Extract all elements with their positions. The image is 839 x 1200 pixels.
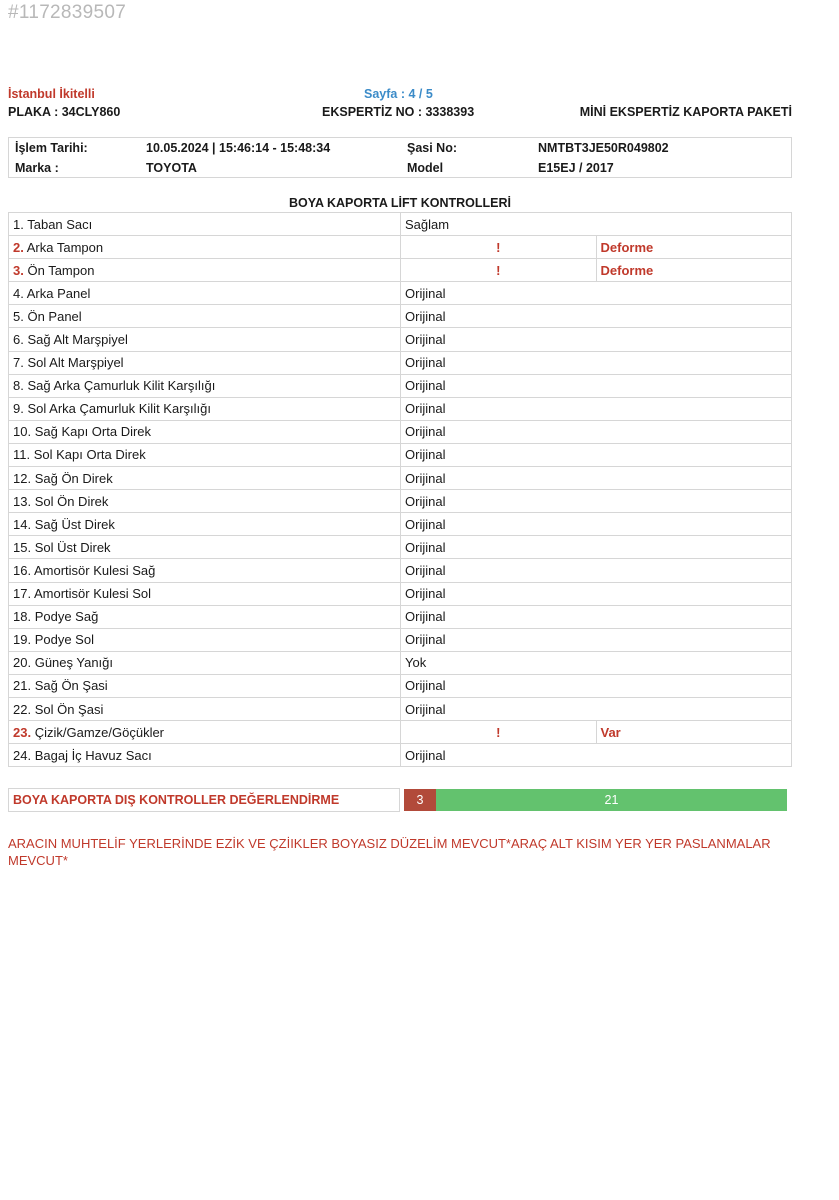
check-item <box>9 651 401 674</box>
check-result: Orijinal <box>401 605 792 628</box>
check-result: Orijinal <box>401 697 792 720</box>
check-number: 16. <box>13 562 32 578</box>
check-name: Sağ Ön Şasi <box>34 678 108 694</box>
check-item <box>9 744 401 767</box>
check-item <box>9 443 401 466</box>
check-number: 23. <box>13 724 32 740</box>
check-item <box>9 420 401 443</box>
table-row <box>9 351 792 374</box>
check-result: Orijinal <box>401 536 792 559</box>
plate-number: PLAKA : 34CLY860 <box>8 105 121 119</box>
check-name: Çizik/Gamze/Göçükler <box>34 724 165 740</box>
check-number: 14. <box>13 516 32 532</box>
check-name: Amortisör Kulesi Sağ <box>33 562 156 578</box>
check-name: Ön Panel <box>27 308 82 324</box>
check-item <box>9 351 401 374</box>
check-result: Orijinal <box>401 467 792 490</box>
check-result: Yok <box>401 651 792 674</box>
check-result: Orijinal <box>401 443 792 466</box>
check-item <box>9 467 401 490</box>
check-number: 12. <box>13 470 32 486</box>
check-number: 2. <box>13 239 24 255</box>
check-result: Orijinal <box>401 374 792 397</box>
table-row <box>9 467 792 490</box>
check-number: 11. <box>13 447 31 463</box>
check-name: Sağ Arka Çamurluk Kilit Karşılığı <box>27 378 216 394</box>
check-name: Sağ Alt Marşpiyel <box>27 332 128 348</box>
check-number: 17. <box>13 586 32 602</box>
good-count-segment: 21 <box>436 789 787 811</box>
check-name: Sağ Üst Direk <box>34 516 115 532</box>
check-name: Bagaj İç Havuz Sacı <box>34 747 152 763</box>
check-name: Güneş Yanığı <box>34 655 114 671</box>
table-row <box>9 628 792 651</box>
summary-label: BOYA KAPORTA DIŞ KONTROLLER DEĞERLENDİRME <box>8 788 400 812</box>
check-item <box>9 674 401 697</box>
check-number: 15. <box>13 539 32 555</box>
date-value: 10.05.2024 | 15:46:14 - 15:48:34 <box>146 141 331 155</box>
check-item <box>9 582 401 605</box>
check-name: Sol Ön Direk <box>34 493 109 509</box>
summary-bar <box>404 789 787 811</box>
table-row <box>9 282 792 305</box>
check-number: 10. <box>13 424 32 440</box>
check-number: 6. <box>13 332 24 348</box>
remarks-note: ARACIN MUHTELİF YERLERİNDE EZİK VE ÇZİIKLER BOYASIZ DÜZELİM MEVCUT*ARAÇ ALT KISIM YER YER PASLANMALAR MEVCUT* <box>8 836 771 868</box>
check-name: Sol Arka Çamurluk Kilit Karşılığı <box>27 401 211 417</box>
check-number: 24. <box>13 747 32 763</box>
check-item <box>9 559 401 582</box>
location-label: İstanbul İkitelli <box>8 87 95 101</box>
check-name: Sol Alt Marşpiyel <box>27 355 124 371</box>
watermark-id: #1172839507 <box>8 2 127 23</box>
check-result: Orijinal <box>401 305 792 328</box>
date-label: İşlem Tarihi: <box>15 141 88 155</box>
check-result: Orijinal <box>401 282 792 305</box>
check-result: Orijinal <box>401 744 792 767</box>
checks-table <box>8 212 792 767</box>
check-item <box>9 697 401 720</box>
table-row <box>9 236 792 259</box>
check-result: Orijinal <box>401 582 792 605</box>
model-value: E15EJ / 2017 <box>538 161 614 175</box>
check-item <box>9 328 401 351</box>
check-item <box>9 282 401 305</box>
check-name: Sol Kapı Orta Direk <box>33 447 146 463</box>
brand-value: TOYOTA <box>146 161 197 175</box>
check-number: 1. <box>13 216 24 232</box>
check-name: Ön Tampon <box>27 262 95 278</box>
check-number: 8. <box>13 378 24 394</box>
check-item <box>9 236 401 259</box>
check-item <box>9 397 401 420</box>
check-result: Orijinal <box>401 328 792 351</box>
check-item <box>9 721 401 744</box>
check-name: Podye Sol <box>34 632 94 648</box>
chassis-value: NMTBT3JE50R049802 <box>538 141 669 155</box>
check-number: 18. <box>13 609 32 625</box>
vehicle-info-box <box>8 137 792 178</box>
table-row <box>9 605 792 628</box>
check-name: Amortisör Kulesi Sol <box>33 586 152 602</box>
check-number: 9. <box>13 401 24 417</box>
check-item <box>9 605 401 628</box>
table-row <box>9 259 792 282</box>
check-result: Orijinal <box>401 513 792 536</box>
check-result: Orijinal <box>401 628 792 651</box>
table-row <box>9 397 792 420</box>
bad-count-segment: 3 <box>404 789 436 811</box>
table-row <box>9 721 792 744</box>
table-row <box>9 744 792 767</box>
check-number: 19. <box>13 632 32 648</box>
check-number: 20. <box>13 655 32 671</box>
check-number: 4. <box>13 285 24 301</box>
summary-row <box>8 788 792 812</box>
brand-label: Marka : <box>15 161 59 175</box>
check-name: Arka Tampon <box>26 239 104 255</box>
check-result: Orijinal <box>401 490 792 513</box>
table-row <box>9 305 792 328</box>
table-row <box>9 490 792 513</box>
check-result: Sağlam <box>401 213 792 236</box>
section-title: BOYA KAPORTA LİFT KONTROLLERİ <box>289 196 511 210</box>
table-row <box>9 420 792 443</box>
check-result: Deforme <box>596 236 792 259</box>
check-result: Var <box>596 721 792 744</box>
check-item <box>9 305 401 328</box>
check-number: 13. <box>13 493 32 509</box>
check-name: Sol Üst Direk <box>34 539 111 555</box>
table-row <box>9 697 792 720</box>
table-row <box>9 582 792 605</box>
table-row <box>9 513 792 536</box>
chassis-label: Şasi No: <box>407 141 458 155</box>
warning-mark: ! <box>401 236 597 259</box>
check-item <box>9 374 401 397</box>
check-item <box>9 628 401 651</box>
warning-mark: ! <box>401 259 597 282</box>
check-name: Sol Ön Şasi <box>34 701 104 717</box>
check-name: Podye Sağ <box>34 609 99 625</box>
table-row <box>9 536 792 559</box>
check-name: Taban Sacı <box>27 216 93 232</box>
check-number: 5. <box>13 308 24 324</box>
check-result: Orijinal <box>401 559 792 582</box>
package-name: MİNİ EKSPERTİZ KAPORTA PAKETİ <box>579 105 792 119</box>
check-name: Sağ Ön Direk <box>34 470 113 486</box>
check-result: Deforme <box>596 259 792 282</box>
check-number: 22. <box>13 701 32 717</box>
check-item <box>9 490 401 513</box>
check-result: Orijinal <box>401 420 792 443</box>
table-row <box>9 443 792 466</box>
check-name: Sağ Kapı Orta Direk <box>34 424 152 440</box>
check-name: Arka Panel <box>26 285 91 301</box>
check-number: 7. <box>13 355 24 371</box>
table-row <box>9 559 792 582</box>
page-indicator: Sayfa : 4 / 5 <box>364 87 433 101</box>
check-result: Orijinal <box>401 397 792 420</box>
table-row <box>9 374 792 397</box>
check-item <box>9 536 401 559</box>
check-number: 3. <box>13 262 24 278</box>
table-row <box>9 328 792 351</box>
warning-mark: ! <box>401 721 597 744</box>
table-row <box>9 674 792 697</box>
table-row <box>9 213 792 236</box>
check-result: Orijinal <box>401 351 792 374</box>
check-number: 21. <box>13 678 32 694</box>
check-result: Orijinal <box>401 674 792 697</box>
model-label: Model <box>407 161 444 175</box>
expertise-number: EKSPERTİZ NO : 3338393 <box>322 105 475 119</box>
table-row <box>9 651 792 674</box>
check-item <box>9 259 401 282</box>
check-item <box>9 213 401 236</box>
check-item <box>9 513 401 536</box>
